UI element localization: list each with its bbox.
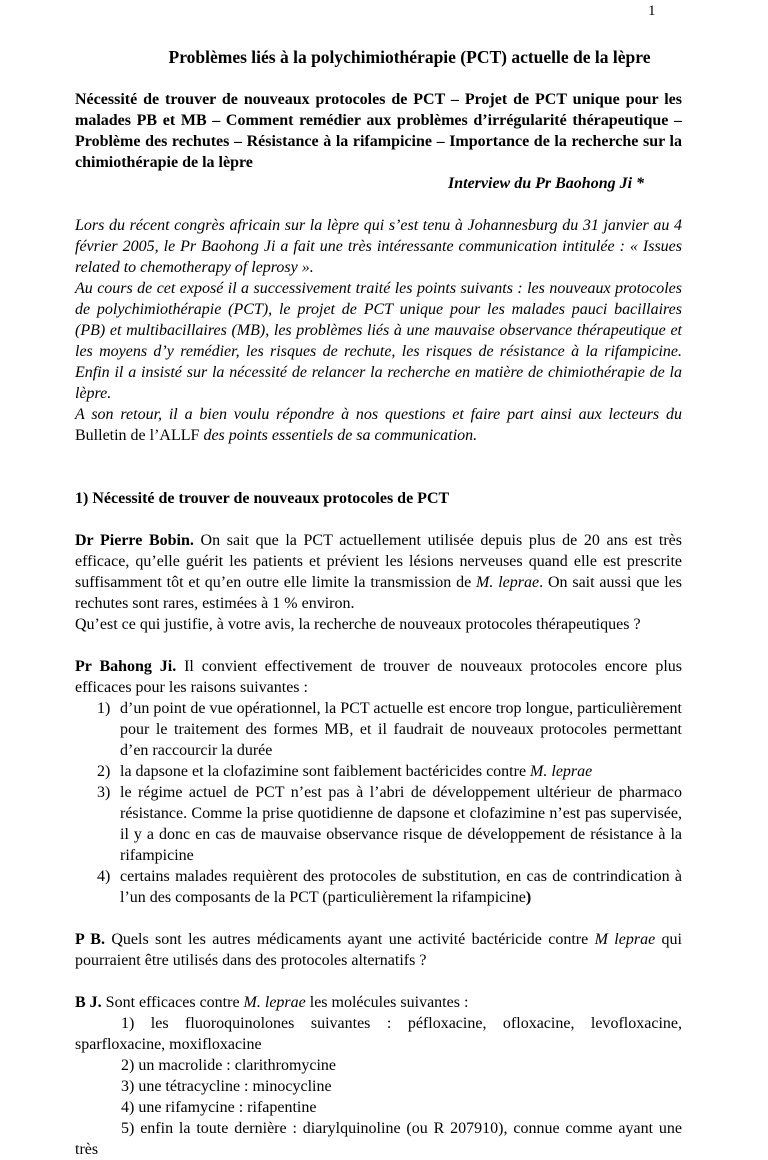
text-run: ) [525,889,532,906]
paragraph [75,992,682,1013]
list-item-number: 4) [97,868,111,885]
text-run: Quels sont les autres médicaments ayant une activité bactéricide contre [104,931,595,948]
list-item-number: 3) [97,784,111,801]
text-run: qui pourraient être utilisés dans des protocoles alternatifs ? [75,931,683,969]
lead-paragraph [75,278,682,404]
text-run: Lors du récent congrès africain sur la lèpre qui s’est tenu à Johannesburg du 31 janvier au 4 février 2005, le Pr Baohong Ji a fait une très intéressante communication intitulée : « Issues related to chemotherapy of leprosy ». [75,217,682,276]
text-run: certains malades requièrent des protocoles de substitution, en cas de contrindication à l’un des composants de la PCT (particulièrement la rifampicine [120,868,682,906]
document-body [75,89,682,1160]
text-run: Dr Pierre Bobin. [75,532,194,549]
text-run: M. leprae [530,763,593,780]
document-title: Problèmes liés à la polychimiothérapie (PCT) actuelle de la lèpre [168,47,651,67]
text-run: 2) un macrolide : clarithromycine [121,1057,337,1074]
text-run: P B. [75,931,105,948]
indented-list-line [75,1013,682,1055]
text-run: B J. [75,994,102,1011]
indented-list-line [75,1118,682,1160]
indented-list-line [75,1055,682,1076]
list-item [75,698,682,761]
byline [75,173,682,194]
text-run: On sait que la PCT actuellement utilisée depuis plus de 20 ans est très efficace, qu’elle guérit les patients et prévient les lésions nerveuses quand elle est prescrite suffisamment tôt et qu’en outre elle limite la transmission de [75,532,683,591]
text-run: le régime actuel de PCT n’est pas à l’abri de développement ultérieur de pharmaco résistance. Comme la prise quotidienne de dapsone et clofazimine n’est pas supervisée, il y a donc en cas de mauvaise observance risque de développement de résistance à la rifampicine [120,784,682,864]
subtitle-paragraph [75,89,682,173]
text-run: Nécessité de trouver de nouveaux protocoles de PCT – Projet de PCT unique pour les malades PB et MB – Comment remédier aux problèmes d’irrégularité thérapeutique – Problème des rechutes – Résistance à la rifampicine – Importance de la recherche sur la chimiothérapie de la lèpre [75,91,682,171]
page-number: 1 [648,3,656,19]
text-run: M. leprae [476,574,540,591]
text-run: A son retour, il a bien voulu répondre à nos questions et faire part ainsi aux lecteurs du [75,406,682,423]
text-run: Pr Bahong Ji. [75,658,177,675]
text-run: 1) les fluoroquinolones suivantes : péfloxacine, ofloxacine, levofloxacine, sparfloxacine, moxifloxacine [75,1015,682,1053]
list-item-number: 1) [97,700,111,717]
paragraph [75,530,682,614]
text-run: des points essentiels de sa communication. [199,427,478,444]
text-run: 5) enfin la toute dernière : diarylquinoline (ou R 207910), connue comme ayant une très [75,1120,682,1158]
text-run: Sont efficaces contre [101,994,244,1011]
text-run: les molécules suivantes : [305,994,469,1011]
lead-paragraph [75,215,682,278]
paragraph [75,614,682,635]
text-run: 3) une tétracycline : minocycline [121,1078,332,1095]
text-run: Qu’est ce qui justifie, à votre avis, la recherche de nouveaux protocoles thérapeutiques ? [75,616,641,633]
list-item [75,782,682,866]
list-item [75,866,682,908]
list-item-number: 2) [97,763,111,780]
text-run: Au cours de cet exposé il a successivement traité les points suivants : les nouveaux protocoles de polychimiothérapie (PCT), le projet de PCT unique pour les malades pauci bacillaires (PB) et multibacillaires (MB), les problèmes liés à une mauvaise observance thérapeutique et les moyens d’y remédier, les risques de rechute, les risques de résistance à la rifampicine. Enfin il a insisté sur la nécessité de relancer la recherche en matière de chimiothérapie de la lèpre. [75,280,682,402]
text-run: 1) Nécessité de trouver de nouveaux protocoles de PCT [75,490,450,507]
text-run: Bulletin de l’ALLF [75,427,200,444]
indented-list-line [75,1076,682,1097]
section-heading [75,488,682,509]
text-run: M. leprae [243,994,306,1011]
lead-paragraph [75,404,682,446]
text-run: M leprae [594,931,656,948]
text-run: 4) une rifamycine : rifapentine [121,1099,317,1116]
paragraph [75,656,682,698]
text-run: la dapsone et la clofazimine sont faiblement bactéricides contre [120,763,531,780]
indented-list-line [75,1097,682,1118]
text-run: Il convient effectivement de trouver de nouveaux protocoles encore plus efficaces pour les raisons suivantes : [75,658,682,696]
paragraph [75,929,682,971]
text-run: . On sait aussi que les rechutes sont rares, estimées à 1 % environ. [75,574,682,612]
text-run: Interview du Pr Baohong Ji * [448,175,645,192]
text-run: d’un point de vue opérationnel, la PCT actuelle est encore trop longue, particulièrement pour le traitement des formes MB, et il faudrait de nouveaux protocoles permettant d’en raccourcir la durée [120,700,682,759]
list-item [75,761,682,782]
